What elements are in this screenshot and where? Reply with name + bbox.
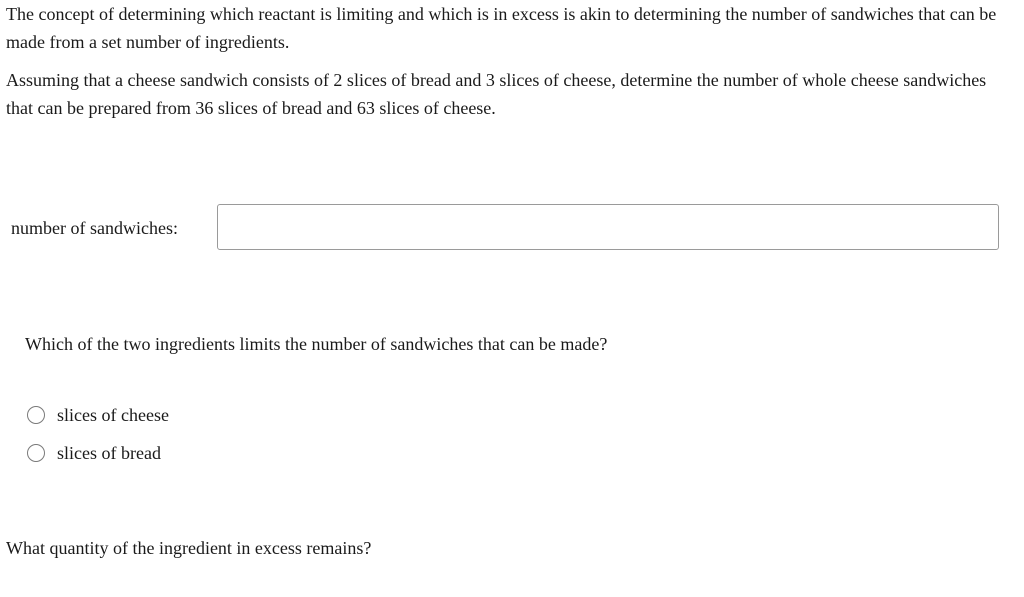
intro-paragraph: The concept of determining which reactant is limiting and which is in excess is akin to determining the number of sandwiches that can be made from a set number of ingredients. <box>6 4 997 52</box>
radio-button[interactable] <box>27 444 45 462</box>
excess-quantity-question: What quantity of the ingredient in excess remains? <box>6 538 372 558</box>
sandwich-count-label: number of sandwiches: <box>11 218 178 238</box>
limiting-ingredient-question: Which of the two ingredients limits the number of sandwiches that can be made? <box>25 334 608 354</box>
option-slices-of-cheese[interactable] <box>27 396 169 434</box>
option-label: slices of cheese <box>57 405 169 425</box>
option-slices-of-bread[interactable] <box>27 434 169 472</box>
limiting-ingredient-options <box>27 396 169 472</box>
option-label: slices of bread <box>57 443 161 463</box>
problem-statement: Assuming that a cheese sandwich consists of 2 slices of bread and 3 slices of cheese, determine the number of whole cheese sandwiches that can be prepared from 36 slices of bread and 63 slices of cheese. <box>6 70 987 118</box>
sandwich-count-input[interactable] <box>217 204 999 250</box>
radio-button[interactable] <box>27 406 45 424</box>
sandwich-count-row <box>0 204 1024 252</box>
